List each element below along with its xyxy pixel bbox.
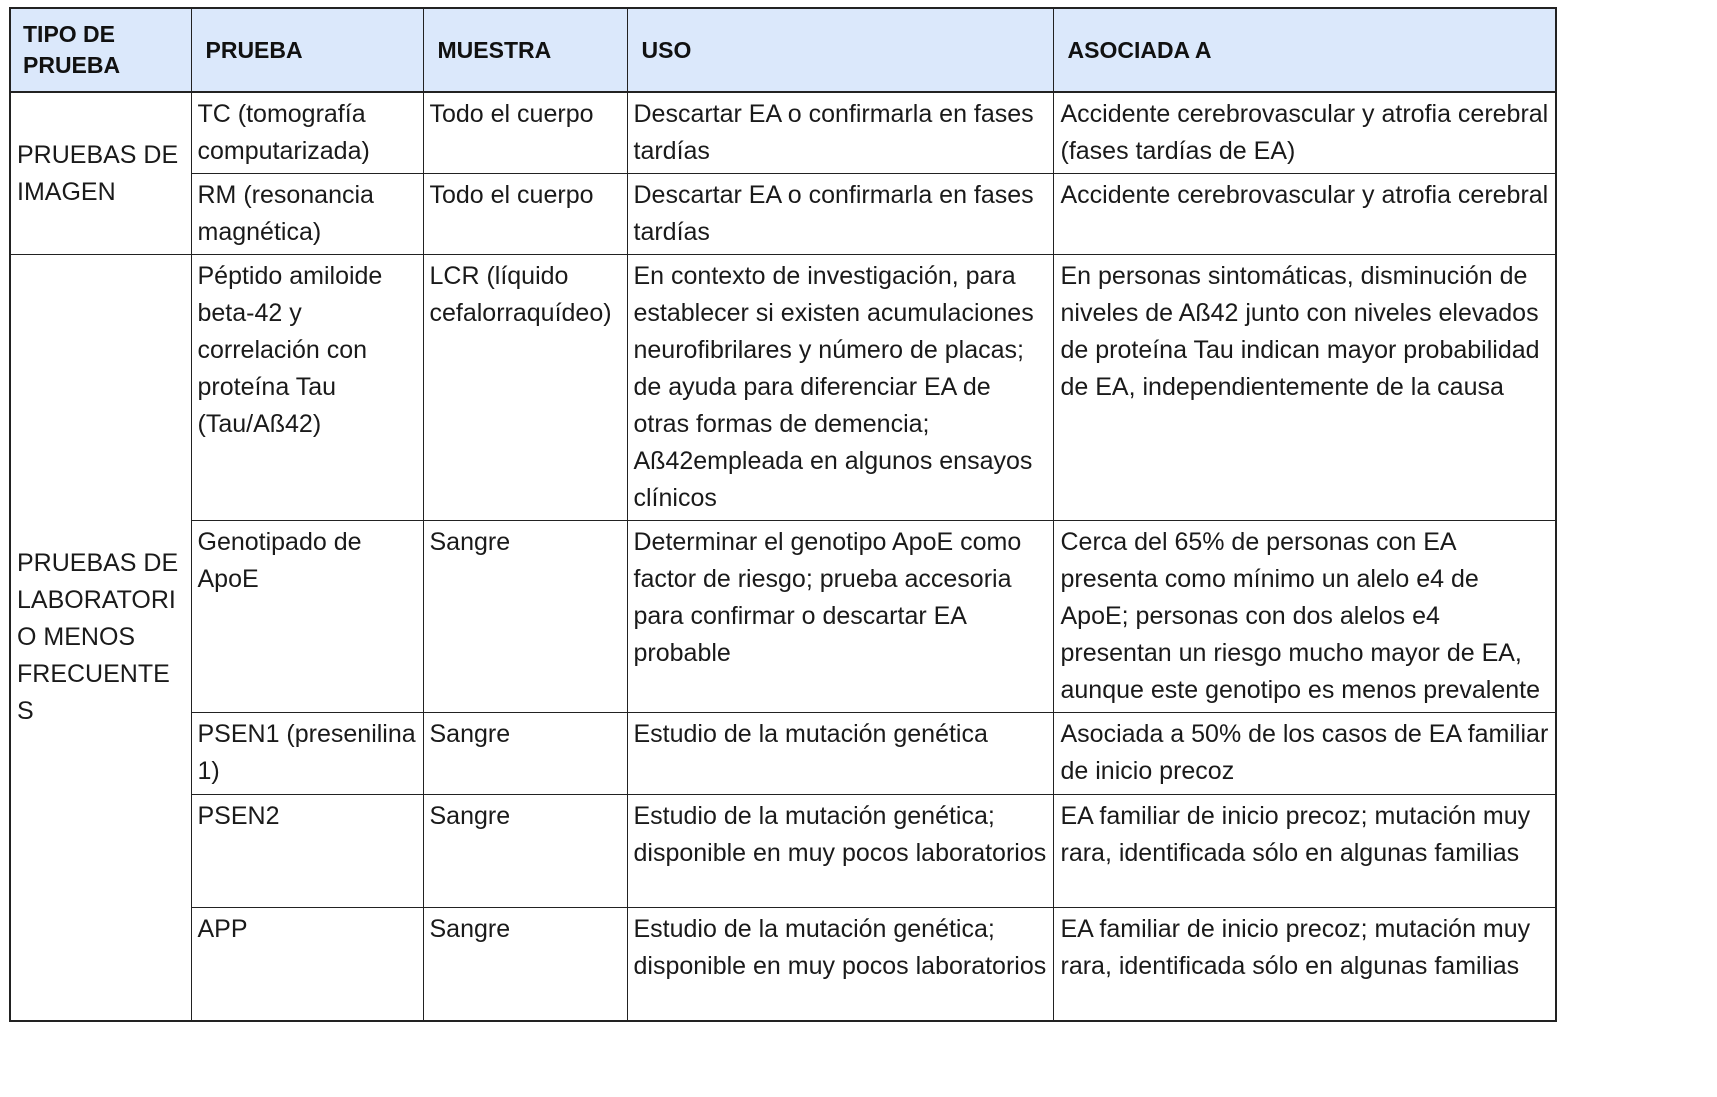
document-page	[9, 7, 1555, 1022]
cell-muestra: LCR (líquido cefalorraquídeo)	[423, 255, 627, 521]
table-header	[10, 8, 1556, 92]
cell-uso: Descartar EA o confirmarla en fases tardías	[627, 174, 1053, 255]
table-body	[10, 92, 1556, 1021]
cell-asociada-a: EA familiar de inicio precoz; mutación muy rara, identificada sólo en algunas familias	[1053, 795, 1556, 908]
cell-muestra: Sangre	[423, 521, 627, 713]
table-row	[10, 521, 1556, 713]
cell-muestra: Sangre	[423, 908, 627, 1021]
cell-prueba: PSEN1 (presenilina 1)	[191, 713, 423, 795]
cell-prueba: Péptido amiloide beta-42 y correlación con proteína Tau (Tau/Aß42)	[191, 255, 423, 521]
header-muestra: MUESTRA	[423, 8, 627, 92]
group-pruebas-de-laboratorio: PRUEBAS DE LABORATORIO MENOS FRECUENTES	[10, 255, 191, 1021]
group-pruebas-de-imagen: PRUEBAS DE IMAGEN	[10, 92, 191, 255]
cell-prueba: Genotipado de ApoE	[191, 521, 423, 713]
cell-muestra: Todo el cuerpo	[423, 92, 627, 174]
header-row	[10, 8, 1556, 92]
cell-asociada-a: Asociada a 50% de los casos de EA familiar de inicio precoz	[1053, 713, 1556, 795]
cell-asociada-a: Accidente cerebrovascular y atrofia cerebral	[1053, 174, 1556, 255]
cell-asociada-a: EA familiar de inicio precoz; mutación muy rara, identificada sólo en algunas familias	[1053, 908, 1556, 1021]
cell-muestra: Todo el cuerpo	[423, 174, 627, 255]
cell-prueba: RM (resonancia magnética)	[191, 174, 423, 255]
table-row	[10, 174, 1556, 255]
header-uso: USO	[627, 8, 1053, 92]
cell-asociada-a: En personas sintomáticas, disminución de niveles de Aß42 junto con niveles elevados de proteína Tau indican mayor probabilidad de EA, independientemente de la causa	[1053, 255, 1556, 521]
cell-uso: Estudio de la mutación genética; disponible en muy pocos laboratorios	[627, 795, 1053, 908]
table-row	[10, 795, 1556, 908]
cell-uso: Descartar EA o confirmarla en fases tardías	[627, 92, 1053, 174]
cell-uso: En contexto de investigación, para establecer si existen acumulaciones neurofibrilares y número de placas; de ayuda para diferenciar EA de otras formas de demencia; Aß42empleada en algunos ensayos clínicos	[627, 255, 1053, 521]
cell-muestra: Sangre	[423, 795, 627, 908]
table-row	[10, 908, 1556, 1021]
cell-uso: Determinar el genotipo ApoE como factor de riesgo; prueba accesoria para confirmar o descartar EA probable	[627, 521, 1053, 713]
cell-muestra: Sangre	[423, 713, 627, 795]
header-asociada-a: ASOCIADA A	[1053, 8, 1556, 92]
table-row	[10, 255, 1556, 521]
diagnostic-tests-table	[9, 7, 1557, 1022]
cell-uso: Estudio de la mutación genética	[627, 713, 1053, 795]
cell-prueba: TC (tomografía computarizada)	[191, 92, 423, 174]
cell-prueba: PSEN2	[191, 795, 423, 908]
header-tipo-de-prueba: TIPO DE PRUEBA	[10, 8, 191, 92]
table-row	[10, 92, 1556, 174]
cell-asociada-a: Cerca del 65% de personas con EA presenta como mínimo un alelo e4 de ApoE; personas con dos alelos e4 presentan un riesgo mucho mayor de EA, aunque este genotipo es menos prevalente	[1053, 521, 1556, 713]
header-prueba: PRUEBA	[191, 8, 423, 92]
cell-asociada-a: Accidente cerebrovascular y atrofia cerebral (fases tardías de EA)	[1053, 92, 1556, 174]
cell-prueba: APP	[191, 908, 423, 1021]
cell-uso: Estudio de la mutación genética; disponible en muy pocos laboratorios	[627, 908, 1053, 1021]
table-row	[10, 713, 1556, 795]
